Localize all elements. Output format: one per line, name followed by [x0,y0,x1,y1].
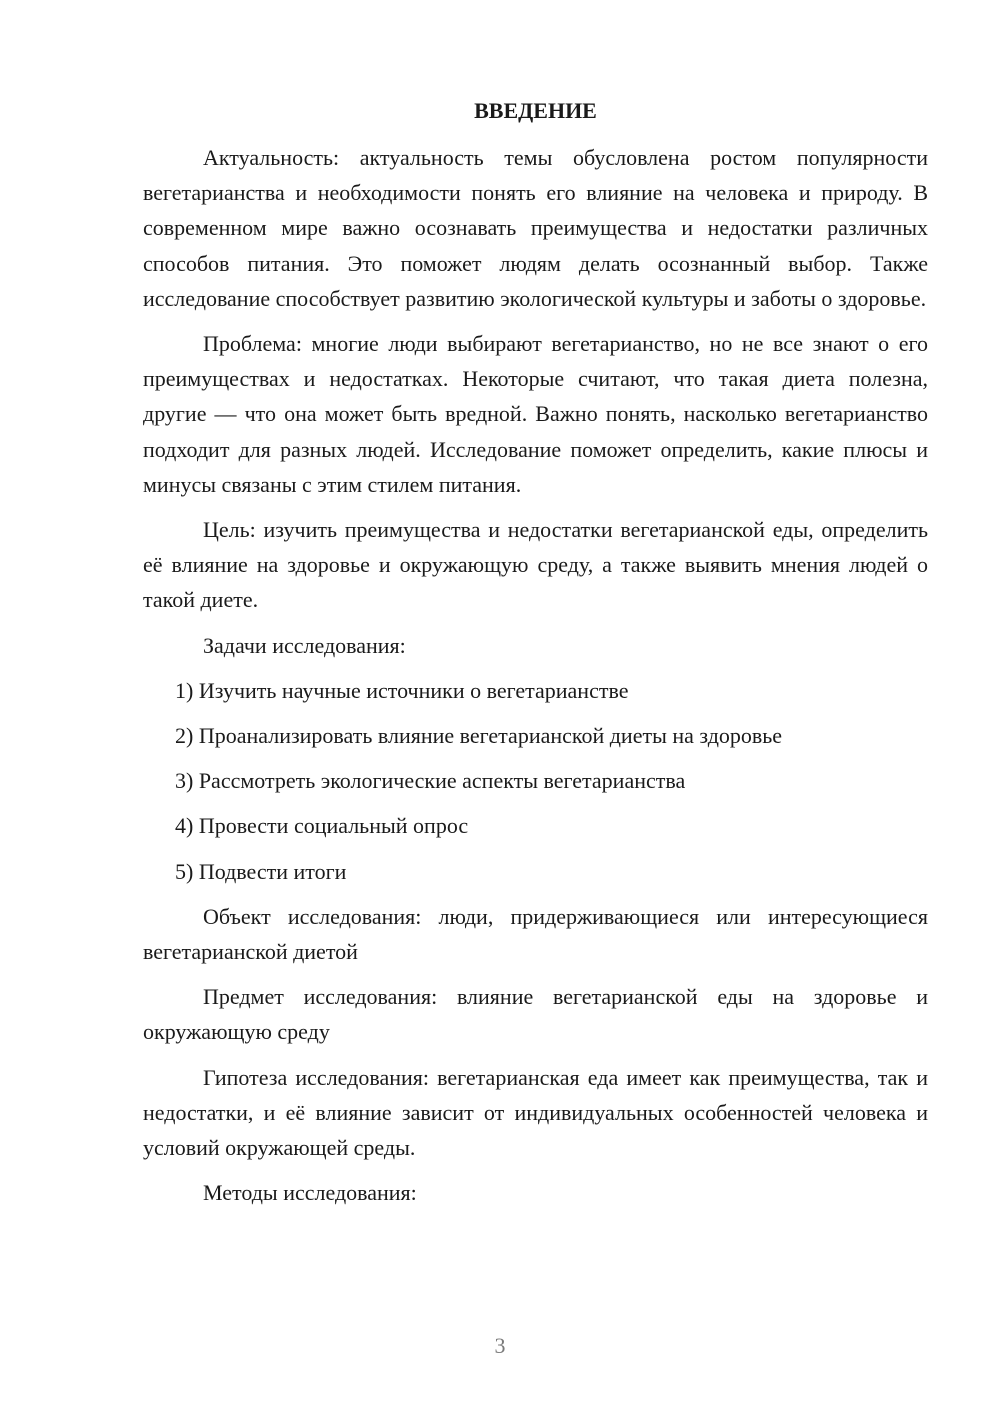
goal-paragraph: Цель: изучить преимущества и недостатки вегетарианской еды, определить её влияние на здоровье и окружающую среду, а также выявить мнения людей о такой диете. [143,517,928,613]
methods-heading: Методы исследования: [203,1180,417,1206]
page-title: ВВЕДЕНИЕ [474,98,597,123]
task-item: 2) Проанализировать влияние вегетарианской диеты на здоровье [175,723,783,749]
task-item: 1) Изучить научные источники о вегетарианстве [175,677,629,703]
page-content [143,96,928,1220]
tasks-list [143,673,928,889]
task-item: 3) Рассмотреть экологические аспекты вегетарианства [175,768,686,794]
hypothesis-paragraph: Гипотеза исследования: вегетарианская еда имеет как преимущества, так и недостатки, и её влияние зависит от индивидуальных особенностей человека и условий окружающей среды. [143,1064,928,1161]
object-paragraph: Объект исследования: люди, придерживающиеся или интересующиеся вегетарианской диетой [143,903,928,965]
task-item: 4) Провести социальный опрос [175,813,469,839]
page-number: 3 [494,1333,506,1358]
task-item: 5) Подвести итоги [175,858,347,884]
problem-paragraph: Проблема: многие люди выбирают вегетарианство, но не все знают о его преимуществах и недостатках. Некоторые считают, что такая диета полезна, другие — что она может быть вредной. Важно понять, насколько вегетарианство подходит для разных людей. Исследование поможет определить, какие плюсы и минусы связаны с этим стилем питания. [143,331,928,497]
subject-paragraph: Предмет исследования: влияние вегетарианской еды на здоровье и окружающую среду [143,984,928,1045]
tasks-heading: Задачи исследования: [203,632,406,658]
relevance-paragraph: Актуальность: актуальность темы обусловлена ростом популярности вегетарианства и необходимости понять его влияние на человека и природу. В современном мире важно осознавать преимущества и недостатки различных способов питания. Это поможет людям делать осознанный выбор. Также исследование способствует развитию экологической культуры и заботы о здоровье. [143,145,928,311]
